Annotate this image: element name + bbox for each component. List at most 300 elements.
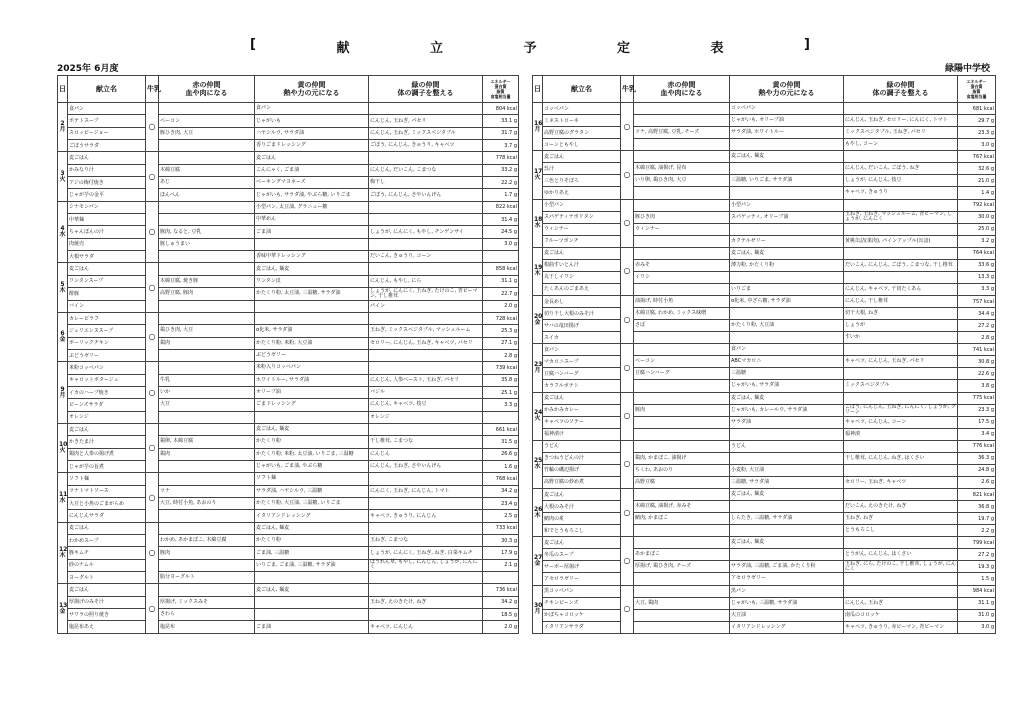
table-row <box>58 288 519 300</box>
yellow-group-cell <box>730 139 844 151</box>
yellow-group-cell: しらたき, 三温糖, サラダ油 <box>730 513 844 525</box>
green-group-cell: にんじん, もやし, にら <box>369 275 483 287</box>
green-group-cell <box>369 362 483 374</box>
green-group-cell: にんじん, 玉ねぎ, ミックスベジタブル <box>369 127 483 139</box>
green-group-cell: 切干大根, ねぎ <box>844 308 958 320</box>
red-group-cell: ツナ, 高野豆腐, 豆乳, チーズ <box>634 127 730 139</box>
day-cell: 11 水 <box>58 473 68 522</box>
dish-name: 米粉コッペパン <box>68 362 146 374</box>
title-char: 献 <box>336 41 350 56</box>
energy-value: 25.0 g <box>958 223 996 235</box>
green-group-cell: だいこん, にんじん, ごぼう, こまつな, 干し椎茸 <box>844 259 958 271</box>
green-group-cell <box>844 440 958 452</box>
red-group-cell <box>634 103 730 115</box>
green-group-cell <box>369 312 483 324</box>
energy-value: 778 kcal <box>483 152 519 164</box>
red-group-cell: 豆腐ハンバーグ <box>634 368 730 380</box>
green-group-cell: 梅干し <box>369 177 483 189</box>
table-row <box>533 187 996 199</box>
table-row <box>533 320 996 332</box>
dish-name: スイカ <box>543 332 621 344</box>
yellow-group-cell: かたくり粉, 大豆油 <box>730 320 844 332</box>
day-cell: 23 月 <box>533 344 543 392</box>
green-group-cell: 南瓜のコロッケ <box>844 609 958 621</box>
milk-mark: ○ <box>146 362 159 424</box>
table-row <box>58 263 519 275</box>
dish-name: 厚揚げのみそ汁 <box>68 596 146 608</box>
red-group-cell <box>159 263 255 275</box>
energy-value: 25.1 g <box>483 386 519 398</box>
milk-mark: ○ <box>621 151 634 199</box>
red-group-cell: いり卵, 鶏ひき肉, 大豆 <box>634 175 730 187</box>
dish-name: コッペパン <box>543 103 621 115</box>
yellow-group-cell: いりごま <box>730 283 844 295</box>
table-row <box>58 547 519 559</box>
energy-value: 3.3 g <box>958 283 996 295</box>
milk-mark: ○ <box>621 103 634 151</box>
day-cell: 30 月 <box>533 585 543 633</box>
title-char: 定 <box>617 41 631 56</box>
green-group-cell: にんじん, だいこん, こまつな <box>369 164 483 176</box>
yellow-group-cell: 麦ごはん, 麺麦 <box>255 423 369 435</box>
table-row <box>533 464 996 476</box>
dish-name: マカロニスープ <box>543 356 621 368</box>
green-group-cell <box>369 473 483 485</box>
yellow-group-cell: かたくり粉, 大豆油, 三温糖, いりごま <box>255 498 369 510</box>
energy-value: 799 kcal <box>958 537 996 549</box>
day-cell: 10 火 <box>58 423 68 472</box>
yellow-group-cell: ごま油 <box>255 226 369 238</box>
table-row <box>533 356 996 368</box>
dish-name: ワンタンスープ <box>68 275 146 287</box>
energy-value: 13.3 g <box>958 271 996 283</box>
dish-name: 食パン <box>543 344 621 356</box>
table-row <box>533 259 996 271</box>
table-row <box>533 308 996 320</box>
dish-name: 塩昆布あえ <box>68 621 146 633</box>
green-group-cell: キャベツ, きゅうり, にんじん <box>369 510 483 522</box>
table-row <box>58 115 519 127</box>
green-group-cell <box>844 585 958 597</box>
dish-name: じゃが芋の旨煮 <box>68 460 146 472</box>
red-group-cell <box>159 214 255 226</box>
green-group-cell <box>369 103 483 115</box>
table-row <box>58 473 519 485</box>
dish-name: 大根のみそ汁 <box>543 501 621 513</box>
green-group-cell: 玉ねぎ, こまつな <box>369 535 483 547</box>
yellow-group-cell <box>730 549 844 561</box>
red-group-cell: 油揚げ, 時付小魚 <box>634 296 730 308</box>
yellow-group-cell: じゃがいも, サラダ油 <box>730 380 844 392</box>
day-cell: 13 金 <box>58 584 68 633</box>
red-group-cell <box>634 573 730 585</box>
table-row <box>533 501 996 513</box>
dish-name: 豆腐ハンバーグ <box>543 368 621 380</box>
energy-value: 30.3 g <box>483 535 519 547</box>
red-group-cell: ちくわ, あおのり <box>634 464 730 476</box>
milk-mark: ○ <box>146 584 159 633</box>
green-group-cell: キャベツ, きゅうり <box>844 187 958 199</box>
table-row <box>533 585 996 597</box>
red-group-cell: イワシ <box>634 271 730 283</box>
header-milk: 牛乳 <box>621 76 634 103</box>
header-red: 赤の仲間 血や肉になる <box>159 76 255 103</box>
energy-value: 775 kcal <box>958 392 996 404</box>
yellow-group-cell: サラダ油, ハヤシルウ, 三温糖 <box>255 485 369 497</box>
table-row <box>58 362 519 374</box>
green-group-cell: ごぼう, にんじん, さやいんげん <box>369 189 483 201</box>
red-group-cell <box>634 332 730 344</box>
red-group-cell: ツナ <box>159 485 255 497</box>
green-group-cell: にんじん, 玉ねぎ <box>844 597 958 609</box>
green-group-cell: キャベツ, にんじん, コーン <box>844 416 958 428</box>
red-group-cell: 木綿豆腐, 油揚げ, 赤みそ <box>634 501 730 513</box>
yellow-group-cell: じゃがいも, サラダ油, やぶら糖, いりごま <box>255 189 369 201</box>
energy-value: 33.6 g <box>958 259 996 271</box>
milk-mark: ○ <box>621 537 634 585</box>
dish-name: アジの梅付焼き <box>68 177 146 189</box>
yellow-group-cell: 食パン <box>730 344 844 356</box>
yellow-group-cell <box>255 609 369 621</box>
energy-value: 3.7 g <box>483 140 519 152</box>
green-group-cell <box>369 263 483 275</box>
table-row <box>58 584 519 596</box>
energy-value: 32.6 g <box>958 163 996 175</box>
green-group-cell: 黄桃缶詰(果肉), パインアップル(缶詰) <box>844 235 958 247</box>
energy-value: 2.8 g <box>483 349 519 361</box>
energy-value: 2.0 g <box>483 621 519 633</box>
yellow-group-cell: イタリアンドレッシング <box>255 510 369 522</box>
table-row <box>58 423 519 435</box>
green-group-cell <box>844 199 958 211</box>
red-group-cell <box>634 585 730 597</box>
table-row <box>58 510 519 522</box>
yellow-group-cell: ごまドレッシング <box>255 399 369 411</box>
red-group-cell: 鶏ひき肉, 大豆 <box>159 325 255 337</box>
red-group-cell <box>159 152 255 164</box>
yellow-group-cell <box>730 428 844 440</box>
red-group-cell <box>159 103 255 115</box>
header-day: 日 <box>58 76 68 103</box>
green-group-cell <box>369 522 483 534</box>
dish-name: ジュリエンヌスープ <box>68 325 146 337</box>
red-group-cell <box>634 151 730 163</box>
yellow-group-cell: ぶどうゼリー <box>255 349 369 361</box>
green-group-cell: にんじん <box>369 448 483 460</box>
red-group-cell: 鯖肉, かまぼこ <box>634 513 730 525</box>
header-green: 緑の仲間 体の調子を整える <box>369 76 483 103</box>
energy-value: 36.3 g <box>958 452 996 464</box>
dish-name: うどん <box>543 440 621 452</box>
yellow-group-cell: ABCマカロニ <box>730 356 844 368</box>
milk-mark: ○ <box>621 296 634 344</box>
dish-name: ポテトスープ <box>68 115 146 127</box>
green-group-cell: にんにく, 玉ねぎ, にんじん, トマト <box>369 485 483 497</box>
title-char: ] <box>804 37 810 52</box>
table-row <box>533 368 996 380</box>
yellow-group-cell: 麦ごはん, 麺麦 <box>730 247 844 259</box>
table-row <box>533 392 996 404</box>
table-row <box>58 177 519 189</box>
table-row <box>58 621 519 633</box>
red-group-cell <box>159 423 255 435</box>
yellow-group-cell: ホワイトルー, サラダ油 <box>255 374 369 386</box>
dish-name: カレーピラフ <box>68 312 146 324</box>
energy-value: 31.7 g <box>483 127 519 139</box>
table-row <box>533 597 996 609</box>
green-group-cell <box>844 151 958 163</box>
table-row <box>533 513 996 525</box>
green-group-cell <box>844 489 958 501</box>
dish-name: 麦ごはん <box>543 247 621 259</box>
table-row <box>58 411 519 423</box>
red-group-cell <box>634 235 730 247</box>
red-group-cell: 鶏卵, 木綿豆腐 <box>159 436 255 448</box>
red-group-cell <box>159 584 255 596</box>
energy-value: 34.4 g <box>958 308 996 320</box>
dish-name: 高野豆腐の炒め煮 <box>543 476 621 488</box>
red-group-cell <box>159 522 255 534</box>
energy-value: 29.7 g <box>958 115 996 127</box>
dish-name: 和でとうもろこし <box>543 525 621 537</box>
energy-value: 23.3 g <box>958 404 996 416</box>
energy-value: 35.8 g <box>483 374 519 386</box>
energy-value: 2.6 g <box>958 476 996 488</box>
green-group-cell: キャベツ, にんじん, 玉ねぎ, パセリ <box>844 356 958 368</box>
red-group-cell: 塩昆布 <box>159 621 255 633</box>
green-group-cell <box>844 344 958 356</box>
green-group-cell: 玉ねぎ, ねぎ <box>844 513 958 525</box>
red-group-cell <box>634 115 730 127</box>
yellow-group-cell: ベーキングマヨネーズ <box>255 177 369 189</box>
green-group-cell: パイン <box>369 300 483 312</box>
green-group-cell: オレンジ <box>369 411 483 423</box>
yellow-group-cell: 大豆油 <box>730 609 844 621</box>
energy-value: 31.4 g <box>483 214 519 226</box>
red-group-cell <box>634 283 730 295</box>
red-group-cell <box>634 609 730 621</box>
green-group-cell: ミックスベジタブル, 玉ねぎ, パセリ <box>844 127 958 139</box>
dish-name: アセロラゼリー <box>543 573 621 585</box>
yellow-group-cell: 香りごまドレッシング <box>255 140 369 152</box>
dish-name: イタリアンサラダ <box>543 621 621 633</box>
header-milk: 牛乳 <box>146 76 159 103</box>
milk-mark: ○ <box>146 423 159 472</box>
header-green: 緑の仲間 体の調子を整える <box>844 76 958 103</box>
yellow-group-cell: オリーブ油 <box>255 386 369 398</box>
energy-value: 27.2 g <box>958 549 996 561</box>
table-row <box>533 416 996 428</box>
yellow-group-cell <box>255 596 369 608</box>
table-row <box>58 238 519 250</box>
day-cell: 27 金 <box>533 537 543 585</box>
red-group-cell: あかまぼこ <box>634 549 730 561</box>
red-group-cell <box>159 201 255 213</box>
red-group-cell: 鶏肉 <box>159 448 255 460</box>
yellow-group-cell: 三温糖, サラダ油 <box>730 476 844 488</box>
table-row <box>58 127 519 139</box>
yellow-group-cell <box>730 308 844 320</box>
dish-name: バイン <box>68 300 146 312</box>
table-row <box>533 103 996 115</box>
header-day: 日 <box>533 76 543 103</box>
energy-value: 3.0 g <box>483 238 519 250</box>
red-group-cell: 大豆, 時付小魚, あおのり <box>159 498 255 510</box>
red-group-cell <box>634 139 730 151</box>
dish-name: サーポー厚揚げ <box>543 561 621 573</box>
dish-name: 冬瓜のスープ <box>543 549 621 561</box>
energy-value: 17.9 g <box>483 547 519 559</box>
green-group-cell: すいか <box>844 332 958 344</box>
dish-name: スロッピージョー <box>68 127 146 139</box>
table-row <box>58 140 519 152</box>
yellow-group-cell: いりごま, ごま油, 三温糖, サラダ油 <box>255 559 369 571</box>
day-cell: 24 火 <box>533 392 543 440</box>
yellow-group-cell: 食パン <box>255 103 369 115</box>
dish-name: 中華麺 <box>68 214 146 226</box>
red-group-cell: 牛乳 <box>159 374 255 386</box>
table-row <box>58 275 519 287</box>
dish-name: にんじんサラダ <box>68 510 146 522</box>
energy-value: 33.1 g <box>483 115 519 127</box>
title-char: 予 <box>523 41 537 56</box>
table-row <box>58 103 519 115</box>
table-row <box>58 609 519 621</box>
yellow-group-cell: 中華めん <box>255 214 369 226</box>
yellow-group-cell: イタリアンドレッシング <box>730 621 844 633</box>
energy-value: 2.1 g <box>483 559 519 571</box>
yellow-group-cell: ごま油 <box>255 621 369 633</box>
yellow-group-cell <box>730 187 844 199</box>
milk-mark: ○ <box>146 152 159 201</box>
table-row <box>58 189 519 201</box>
energy-value: 30.8 g <box>958 356 996 368</box>
yellow-group-cell: 米粉入りコッペパン <box>255 362 369 374</box>
dish-name: サバの竜田揚げ <box>543 320 621 332</box>
table-row <box>58 325 519 337</box>
table-row <box>58 349 519 361</box>
red-group-cell <box>634 428 730 440</box>
energy-value: 822 kcal <box>483 201 519 213</box>
dish-name: じゃが芋の金平 <box>68 189 146 201</box>
yellow-group-cell: スパゲッティ, オリーブ油 <box>730 211 844 223</box>
red-group-cell: さわら <box>159 609 255 621</box>
red-group-cell: ベーコン <box>159 115 255 127</box>
milk-mark: ○ <box>146 473 159 522</box>
energy-value: 27.1 g <box>483 337 519 349</box>
yellow-group-cell: ごま油, 三温糖 <box>255 547 369 559</box>
red-group-cell <box>634 344 730 356</box>
dish-name: 黒コッペパン <box>543 585 621 597</box>
green-group-cell: もやし, コーン <box>844 139 958 151</box>
table-row <box>58 498 519 510</box>
red-group-cell <box>159 349 255 361</box>
yellow-group-cell: 小型パン, 太豆油, グラニュー糖 <box>255 201 369 213</box>
header-energy: エネルギー 蛋白質 脂質 食塩相当量 <box>958 76 996 103</box>
day-cell: 20 金 <box>533 296 543 344</box>
red-group-cell <box>159 362 255 374</box>
dish-name: スパゲティナポリタン <box>543 211 621 223</box>
table-row <box>58 448 519 460</box>
energy-value: 776 kcal <box>958 440 996 452</box>
milk-mark: ○ <box>146 522 159 584</box>
yellow-group-cell: ワンタン皮 <box>255 275 369 287</box>
red-group-cell: ベーコン <box>634 356 730 368</box>
green-group-cell: にんじん, 玉ねぎ, さやいんげん <box>369 460 483 472</box>
energy-value: 681 kcal <box>958 103 996 115</box>
dish-name: ツナトマトソース <box>68 485 146 497</box>
table-row <box>533 175 996 187</box>
green-group-cell <box>369 609 483 621</box>
red-group-cell <box>634 187 730 199</box>
yellow-group-cell: 小型パン <box>730 199 844 211</box>
green-group-cell <box>369 238 483 250</box>
yellow-group-cell: α化米, サラダ油 <box>255 325 369 337</box>
table-row <box>58 226 519 238</box>
yellow-group-cell: 麦ごはん, 麺麦 <box>255 584 369 596</box>
energy-value: 728 kcal <box>483 312 519 324</box>
dish-name: 麦ごはん <box>68 152 146 164</box>
dish-name: 麦ごはん <box>543 489 621 501</box>
yellow-group-cell: 麦ごはん, 麺麦 <box>255 522 369 534</box>
yellow-group-cell: 麦ごはん <box>255 152 369 164</box>
red-group-cell: 鶏肉, かまぼこ, 油揚げ <box>634 452 730 464</box>
milk-mark: ○ <box>621 247 634 295</box>
energy-value: 24.8 g <box>958 464 996 476</box>
red-group-cell: 木綿豆腐, わかめ, ミックス味噌 <box>634 308 730 320</box>
energy-value: 3.4 g <box>958 428 996 440</box>
yellow-group-cell: 麦ごはん, 麺麦 <box>730 392 844 404</box>
table-row <box>58 374 519 386</box>
red-group-cell <box>159 510 255 522</box>
yellow-group-cell: じゃがいも, ごま油, やぶら糖 <box>255 460 369 472</box>
table-row <box>58 152 519 164</box>
green-group-cell <box>369 498 483 510</box>
school-name: 緑陽中学校 <box>944 64 990 74</box>
dish-name: かみなり汁 <box>68 164 146 176</box>
red-group-cell: 大豆 <box>159 399 255 411</box>
energy-value: 31.1 g <box>958 597 996 609</box>
dish-name: ぶどうゼリー <box>68 349 146 361</box>
yellow-group-cell <box>730 223 844 235</box>
green-group-cell <box>844 537 958 549</box>
dish-name: 砂のナムル <box>68 559 146 571</box>
green-group-cell <box>369 349 483 361</box>
yellow-group-cell: ソフト麺 <box>255 473 369 485</box>
title-char: 立 <box>429 41 443 56</box>
table-row <box>533 235 996 247</box>
green-group-cell: しょうが, にんにく, 玉ねぎ, たけのこ, 青ピーマン, 干し椎茸 <box>369 288 483 300</box>
dish-name: 切り干し大根のみそ汁 <box>543 308 621 320</box>
energy-value: 1.5 g <box>958 573 996 585</box>
red-group-cell: 大豆, 鶏肉 <box>634 597 730 609</box>
green-group-cell <box>844 271 958 283</box>
table-row <box>58 399 519 411</box>
yellow-group-cell <box>255 238 369 250</box>
green-group-cell <box>844 368 958 380</box>
table-row <box>58 522 519 534</box>
table-row <box>533 621 996 633</box>
milk-mark: ○ <box>621 440 634 488</box>
red-group-cell <box>634 489 730 501</box>
dish-name: 三色とりそぼろ <box>543 175 621 187</box>
energy-value: 3.2 g <box>958 235 996 247</box>
table-row <box>533 561 996 573</box>
day-cell: 3 火 <box>58 152 68 201</box>
energy-value: 1.6 g <box>483 460 519 472</box>
energy-value: 2.5 g <box>483 510 519 522</box>
title-char: 表 <box>710 41 724 56</box>
